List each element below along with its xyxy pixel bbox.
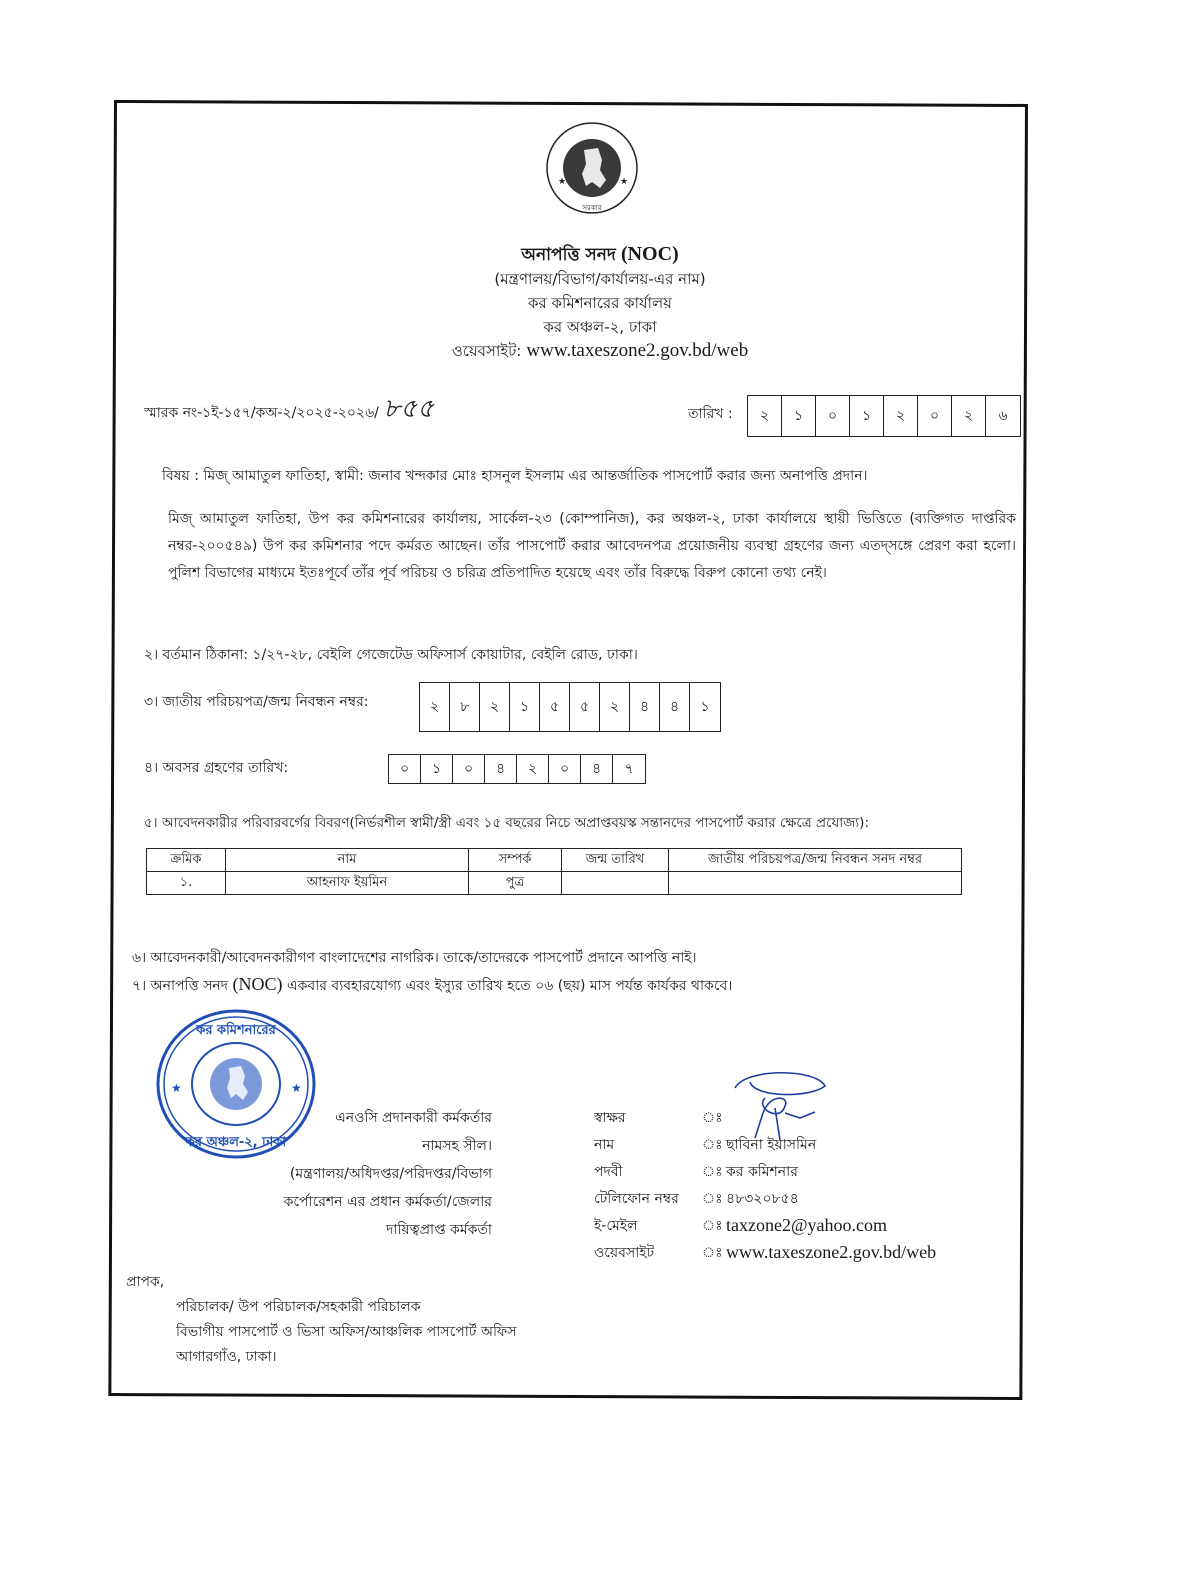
svg-text:কর কমিশনারের: কর কমিশনারের	[196, 1023, 276, 1038]
nid-digit-boxes: ২ ৮ ২ ১ ৫ ৫ ২ ৪ ৪ ১	[419, 682, 721, 732]
memo-number	[144, 388, 434, 432]
svg-text:সরকার: সরকার	[582, 204, 602, 212]
date-digit-boxes: ২ ১ ০ ১ ২ ০ ২ ৬	[747, 395, 1021, 437]
name-row: নাম ঃ ছাবিনা ইয়াসমিন	[594, 1136, 817, 1153]
signature-row: স্বাক্ষর ঃ	[594, 1109, 723, 1126]
table-header-row	[147, 849, 962, 872]
subject-line: বিষয় : মিজ্ আমাতুল ফাতিহা, স্বামী: জনাব খন্দকার মোঃ হাসনুল ইসলাম এর আন্তর্জাতিক পাসপোর্ট করার জন্য অনাপত্তি প্রদান।	[162, 468, 868, 484]
website-row: ওয়েবসাইট ঃ www.taxeszone2.gov.bd/web	[594, 1242, 937, 1262]
memo-handwritten-number: ৮৫৫	[383, 394, 434, 424]
recipient-label: প্রাপক,	[126, 1274, 165, 1290]
table-row: ১. আহনাফ ইয়মিন পুত্র	[147, 872, 962, 895]
item-3-label: ৩। জাতীয় পরিচয়পত্র/জন্ম নিবন্ধন নম্বর:	[144, 694, 369, 710]
website-label: ওয়েবসাইট:	[451, 342, 522, 360]
website-link-footer[interactable]: www.taxeszone2.gov.bd/web	[726, 1242, 937, 1262]
body-paragraph: মিজ্ আমাতুল ফাতিহা, উপ কর কমিশনারের কার্যালয়, সার্কেল-২৩ (কোম্পানিজ), কর অঞ্চল-২, ঢাকা কার্যালয়ে স্থায়ী ভিত্তিতে (ব্যক্তিগত দাপ্তরিক নম্বর-২০০৫৪৯) উপ কর কমিশনার পদে কর্মরত আছেন। তাঁর পাসপোর্ট করার আবেদনপত্র প্রয়োজনীয় ব্যবস্থা গ্রহণের জন্য এতদ্সঙ্গে প্রেরণ করা হলো। পুলিশ বিভাগের মাধ্যমে ইতঃপূর্বে তাঁর পূর্ব পরিচয় ও চরিত্র প্রতিপাদিত হয়েছে এবং তাঁর বিরুদ্ধে বিরুপ কোনো তথ্য নেই।	[168, 511, 1016, 581]
memo-label: স্মারক নং-১ই-১৫৭/কঅ-২/২০২৫-২০২৬/	[144, 405, 379, 421]
designation-row: পদবী ঃ কর কমিশনার	[594, 1163, 798, 1180]
phone-row: টেলিফোন নম্বর ঃ ৪৮৩২০৮৫৪	[594, 1190, 799, 1207]
family-table	[146, 848, 962, 895]
col-nid: জাতীয় পরিচয়পত্র/জন্ম নিবন্ধন সনদ নম্বর	[669, 849, 962, 872]
svg-text:★: ★	[171, 1081, 182, 1095]
svg-text:★: ★	[620, 177, 629, 187]
email-row: ই-মেইল ঃ taxzone2@yahoo.com	[594, 1215, 888, 1235]
retirement-date-digit-boxes: ০ ১ ০ ৪ ২ ০ ৪ ৭	[388, 754, 646, 784]
col-relation: সম্পর্ক	[469, 849, 562, 872]
date-label: তারিখ :	[688, 406, 733, 422]
svg-text:★: ★	[558, 177, 567, 187]
zone-line: কর অঞ্চল-২, ঢাকা	[543, 318, 657, 336]
item-4-label: ৪। অবসর গ্রহণের তারিখ:	[144, 760, 289, 776]
col-birth-date: জন্ম তারিখ	[562, 849, 669, 872]
title-bn: অনাপত্তি সনদ	[521, 245, 616, 265]
col-name: নাম	[226, 849, 469, 872]
item-2-address: ২। বর্তমান ঠিকানা: ১/২৭-২৮, বেইলি গেজেটেড অফিসার্স কোয়াটার, বেইলি রোড, ঢাকা।	[144, 647, 638, 663]
svg-text:★: ★	[291, 1081, 302, 1095]
website-link[interactable]: www.taxeszone2.gov.bd/web	[526, 340, 749, 361]
item-6-citizenship: ৬। আবেদনকারী/আবেদনকারীগণ বাংলাদেশের নাগরিক। তাকে/তাদেরকে পাসপোর্ট প্রদানে আপত্তি নাই।	[132, 950, 697, 966]
officer-note: এনওসি প্রদানকারী কর্মকর্তার নামসহ সীল। (মন্ত্রণালয়/অধিদপ্তর/পরিদপ্তর/বিভাগ কর্পোরেশন এর প্রধান কর্মকর্তা/জেলার দায়িত্বপ্রাপ্ত কর্মকর্তা	[283, 1110, 492, 1238]
item-5-label: ৫। আবেদনকারীর পরিবারবর্গের বিবরণ(নির্ভরশীল স্বামী/স্ত্রী এবং ১৫ বছরের নিচে অপ্রাপ্তবয়স্ক সন্তানদের পাসপোর্ট করার ক্ষেত্রে প্রযোজ্য):	[144, 815, 869, 831]
svg-text:কর অঞ্চল-২, ঢাকা: কর অঞ্চল-২, ঢাকা	[185, 1135, 287, 1150]
office-line: কর কমিশনারের কার্যালয়	[528, 294, 672, 312]
email-link[interactable]: taxzone2@yahoo.com	[726, 1215, 888, 1235]
government-emblem-icon	[540, 120, 644, 216]
recipient-address: পরিচালক/ উপ পরিচালক/সহকারী পরিচালক বিভাগীয় পাসপোর্ট ও ভিসা অফিস/আঞ্চলিক পাসপোর্ট অফিস আগারগাঁও, ঢাকা।	[176, 1299, 517, 1365]
item-7-validity: ৭। অনাপত্তি সনদ (NOC) একবার ব্যবহারযোগ্য এবং ইস্যুর তারিখ হতে ০৬ (ছয়) মাস পর্যন্ত কার্যকর থাকবে।	[132, 974, 733, 994]
signature-block	[594, 1104, 936, 1266]
col-serial: ক্রমিক	[147, 849, 226, 872]
ministry-line: (মন্ত্রণালয়/বিভাগ/কার্যালয়-এর নাম)	[494, 270, 706, 288]
title-noc: (NOC)	[620, 243, 679, 265]
